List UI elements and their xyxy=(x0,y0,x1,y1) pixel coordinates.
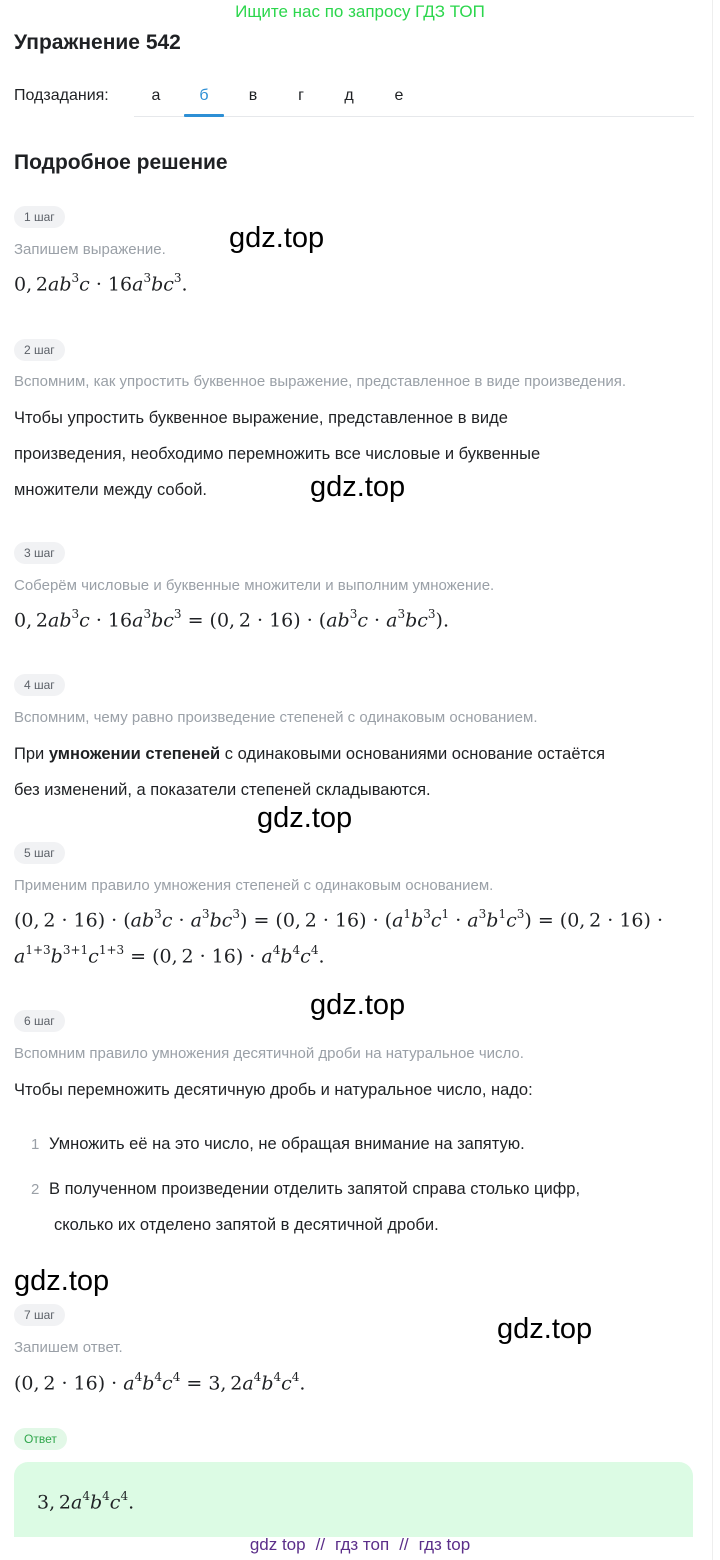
step-5-hint: Применим правило умножения степеней с одинаковым основанием. xyxy=(14,877,494,894)
list-item-line: В полученном произведении отделить запятой справа столько цифр, xyxy=(49,1180,581,1198)
step-4-line: без изменений, а показатели степеней складываются. xyxy=(14,781,431,799)
tab-e[interactable]: е xyxy=(394,87,404,104)
footer-link-gdz-top-ru[interactable]: гдз топ xyxy=(335,1535,390,1554)
watermark: gdz.top xyxy=(497,1313,593,1345)
footer-separator: // xyxy=(315,1535,326,1554)
watermark: gdz.top xyxy=(310,989,406,1021)
step-2-hint: Вспомним, как упростить буквенное выражение, представленное в виде произведения. xyxy=(14,373,627,390)
step-5-formula-line-1: (0, $2 \cdot 16) \cdot (ab^3c \cdot a^3bc^3) = (0$, $2 \cdot 16) \cdot (a^1b^3c^1 \cdot a^3b^1c^3) = (0$, 2 · 16) · xyxy=(14,907,663,932)
section-title: Подробное решение xyxy=(14,151,228,174)
search-banner: Ищите нас по запросу ГДЗ ТОП xyxy=(235,2,485,21)
step-5-formula-line-2: $a^{1+3}b^{3+1}c^{1+3} = (0$, $2 \cdot 16) \cdot a^4b^4c^4$. xyxy=(14,943,325,968)
step-2-badge: 2 шаг xyxy=(14,339,65,361)
step-7-formula: (0, $2 \cdot 16) \cdot a^4b^4c^4 = 3$, $2a^4b^4c^4$. xyxy=(14,1370,306,1395)
step-2-line: множители между собой. xyxy=(14,481,208,499)
footer-separator: // xyxy=(399,1535,409,1554)
watermark: gdz.top xyxy=(229,222,325,254)
step-1-formula: 0, $2ab^3c \cdot 16a^3bc^3$. xyxy=(14,271,188,296)
tab-a[interactable]: а xyxy=(151,87,161,104)
answer-badge: Ответ xyxy=(14,1428,67,1450)
watermark: gdz.top xyxy=(14,1265,110,1297)
step-1-badge: 1 шаг xyxy=(14,206,65,228)
list-number: 1 xyxy=(31,1136,40,1153)
list-item xyxy=(49,1126,669,1162)
step-4-text xyxy=(14,736,654,808)
footer-link-gdz-top[interactable]: gdz top xyxy=(249,1535,306,1554)
step-2-line: произведения, необходимо перемножить все числовые и буквенные xyxy=(14,445,541,463)
step-4-bold-term: умножении степеней xyxy=(48,745,221,763)
step-4-badge: 4 шаг xyxy=(14,674,65,696)
tab-g[interactable]: г xyxy=(298,87,304,104)
page-title: Упражнение 542 xyxy=(14,31,181,54)
tab-b[interactable]: б xyxy=(199,87,209,104)
page-edge-line xyxy=(712,0,713,1560)
list-item-line: Умножить её на это число, не обращая внимание на запятую. xyxy=(49,1135,525,1153)
footer-links xyxy=(0,1535,720,1555)
answer-box xyxy=(14,1462,693,1537)
footer-link-gdz-top-mixed[interactable]: гдз top xyxy=(418,1535,471,1554)
tab-d[interactable]: д xyxy=(344,87,354,104)
step-6-badge: 6 шаг xyxy=(14,1010,65,1032)
step-4-hint: Вспомним, чему равно произведение степеней с одинаковым основанием. xyxy=(14,709,538,726)
step-7-badge: 7 шаг xyxy=(14,1304,65,1326)
subtask-tabs xyxy=(134,78,694,117)
step-4-text-start: При xyxy=(14,745,49,763)
list-item-line: сколько их отделено запятой в десятичной дроби. xyxy=(54,1216,439,1234)
list-item xyxy=(49,1171,669,1243)
step-3-hint: Соберём числовые и буквенные множители и выполним умножение. xyxy=(14,577,495,594)
answer-formula: 3, $2a^4b^4c^4$. xyxy=(37,1489,135,1514)
step-7-hint: Запишем ответ. xyxy=(14,1339,123,1356)
step-6-intro: Чтобы перемножить десятичную дробь и натуральное число, надо: xyxy=(14,1081,533,1099)
step-3-badge: 3 шаг xyxy=(14,542,65,564)
step-3-formula: 0, $2ab^3c \cdot 16a^3bc^3 = (0$, $2 \cdot 16) \cdot (ab^3c \cdot a^3bc^3)$. xyxy=(14,607,449,632)
tab-v[interactable]: в xyxy=(248,87,258,104)
step-4-text-end: с одинаковыми основаниями основание остаётся xyxy=(220,745,606,763)
watermark: gdz.top xyxy=(257,802,353,834)
step-2-line: Чтобы упростить буквенное выражение, представленное в виде xyxy=(14,409,508,427)
step-5-badge: 5 шаг xyxy=(14,842,65,864)
subtasks-label: Подзадания: xyxy=(14,87,109,104)
step-1-hint: Запишем выражение. xyxy=(14,241,166,258)
watermark: gdz.top xyxy=(310,471,406,503)
step-6-hint: Вспомним правило умножения десятичной дроби на натуральное число. xyxy=(14,1045,524,1062)
list-number: 2 xyxy=(31,1181,40,1198)
active-tab-indicator xyxy=(184,114,224,117)
